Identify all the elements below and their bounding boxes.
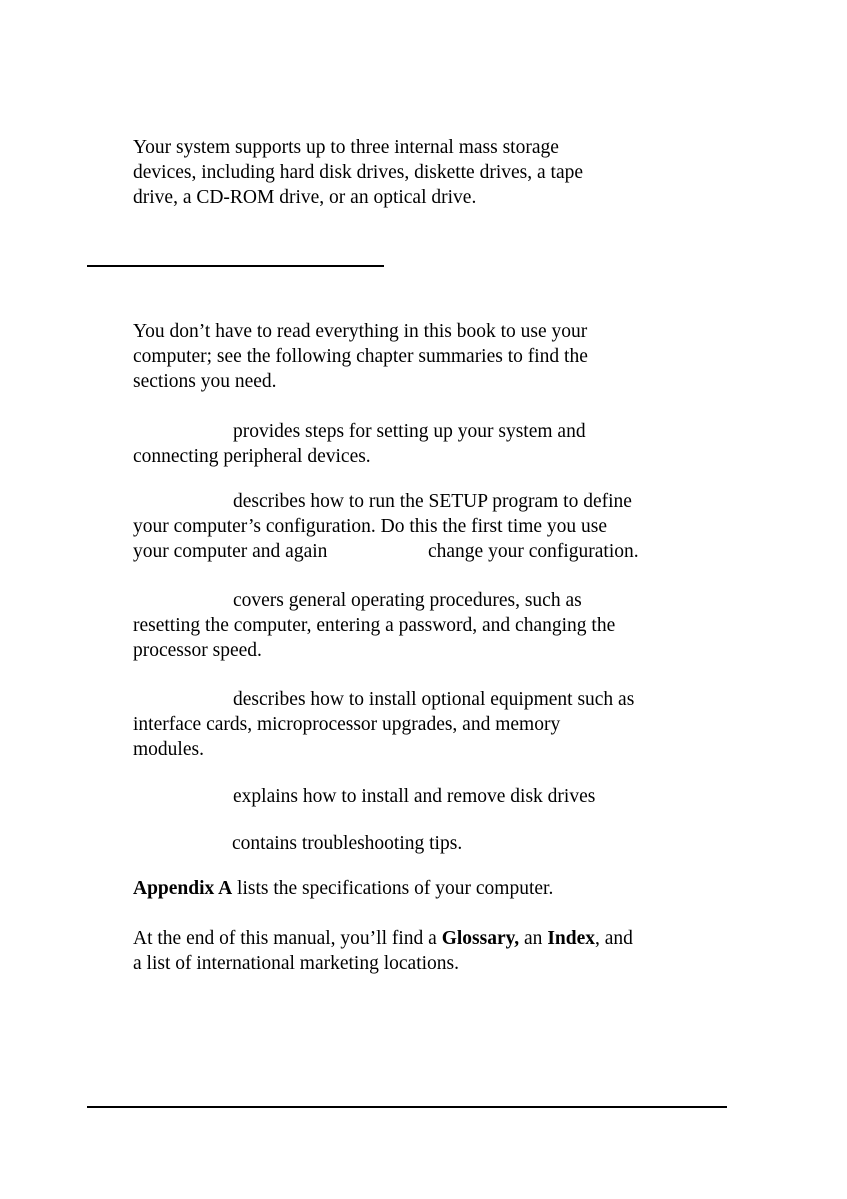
section-rule	[87, 265, 384, 267]
chapter-1-line-2: connecting peripheral devices.	[133, 446, 371, 467]
chapter-4-line-3: modules.	[133, 739, 204, 760]
intro-line-1: Your system supports up to three internal mass storage	[133, 137, 559, 158]
chapter-3-line-3: processor speed.	[133, 640, 262, 661]
intro-line-3: drive, a CD-ROM drive, or an optical drive.	[133, 187, 477, 208]
appendix-label: Appendix A	[133, 878, 233, 899]
closing-line-2: a list of international marketing locations.	[133, 953, 459, 974]
chapter-1-line-1: provides steps for setting up your system and	[233, 421, 586, 442]
index-label: Index	[547, 928, 595, 949]
closing-prefix: At the end of this manual, you’ll find a	[133, 928, 437, 949]
chapter-2-line-3: your computer and again	[133, 541, 328, 562]
guide-line-3: sections you need.	[133, 371, 277, 392]
chapter-2-line-1: describes how to run the SETUP program to define	[233, 491, 632, 512]
chapter-4-line-1: describes how to install optional equipment such as	[233, 689, 635, 710]
intro-line-2: devices, including hard disk drives, diskette drives, a tape	[133, 162, 584, 183]
footer-rule	[87, 1106, 727, 1108]
appendix-text: lists the specifications of your computer.	[237, 878, 554, 899]
guide-line-1: You don’t have to read everything in this book to use your	[133, 321, 588, 342]
closing-line-1	[133, 927, 633, 950]
chapter-3-line-1: covers general operating procedures, such as	[233, 590, 582, 611]
chapter-2-line-3b: change your configuration.	[428, 541, 639, 562]
chapter-4-line-2: interface cards, microprocessor upgrades, and memory	[133, 714, 561, 735]
chapter-5-line-1: explains how to install and remove disk drives	[233, 786, 596, 807]
glossary-label: Glossary,	[441, 928, 520, 949]
appendix-line	[133, 877, 553, 900]
guide-line-2: computer; see the following chapter summaries to find the	[133, 346, 588, 367]
chapter-2-line-2: your computer’s configuration. Do this the first time you use	[133, 516, 608, 537]
chapter-6-line-1: contains troubleshooting tips.	[232, 833, 463, 854]
closing-suffix: , and	[595, 928, 633, 949]
chapter-3-line-2: resetting the computer, entering a password, and changing the	[133, 615, 616, 636]
closing-an: an	[524, 928, 543, 949]
